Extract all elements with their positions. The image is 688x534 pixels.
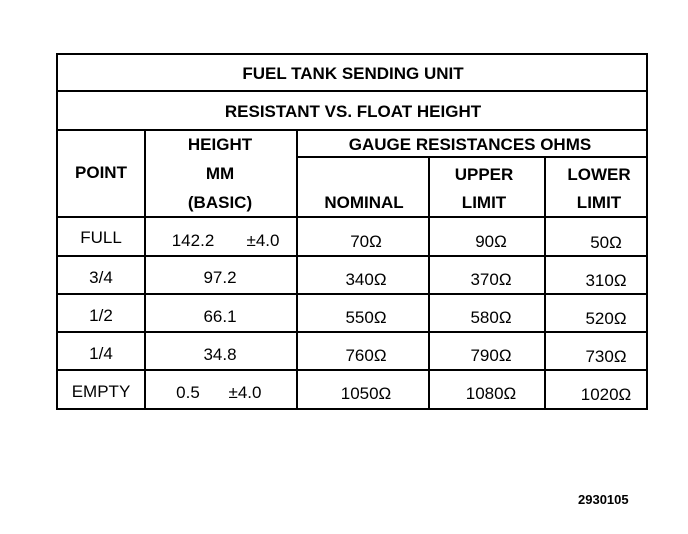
row-full-point: FULL <box>80 228 122 247</box>
row-1-4-point: 1/4 <box>89 344 113 363</box>
rule-row-4 <box>58 369 646 371</box>
row-1-2-upper: 580Ω <box>470 308 512 327</box>
col-rule-height <box>296 129 298 408</box>
row-empty-point: EMPTY <box>71 382 131 401</box>
header-point: POINT <box>75 163 127 182</box>
figure-code: 2930105 <box>578 492 629 507</box>
rule-row-1 <box>58 255 646 257</box>
header-lower-line2: LIMIT <box>576 193 622 212</box>
row-full-nominal: 70Ω <box>350 232 382 251</box>
rule-row-2 <box>58 293 646 295</box>
rule-row-3 <box>58 331 646 333</box>
col-rule-point <box>144 129 146 408</box>
row-1-4-upper: 790Ω <box>470 346 512 365</box>
row-3-4-lower: 310Ω <box>585 271 627 290</box>
header-upper-line1: UPPER <box>454 165 514 184</box>
row-empty-height: 0.5 <box>176 383 200 402</box>
fuel-sending-unit-table <box>56 53 648 410</box>
row-full-upper: 90Ω <box>475 232 507 251</box>
header-upper-line2: LIMIT <box>461 193 507 212</box>
rule-below-gauge-header <box>298 156 646 158</box>
header-height-line1: HEIGHT <box>187 135 253 154</box>
row-empty-tolerance: ±4.0 <box>228 383 262 402</box>
row-empty-lower: 1020Ω <box>580 385 632 404</box>
row-3-4-height: 97.2 <box>203 268 237 287</box>
rule-below-subtitle <box>58 129 646 131</box>
row-1-2-point: 1/2 <box>89 306 113 325</box>
header-height-line2: MM <box>205 164 235 183</box>
header-nominal: NOMINAL <box>324 193 404 212</box>
rule-below-column-headers <box>58 216 646 218</box>
row-1-4-lower: 730Ω <box>585 347 627 366</box>
row-1-4-height: 34.8 <box>203 345 237 364</box>
row-1-2-nominal: 550Ω <box>345 308 387 327</box>
row-3-4-point: 3/4 <box>89 268 113 287</box>
col-rule-nominal <box>428 156 430 408</box>
header-lower-line1: LOWER <box>567 165 631 184</box>
row-empty-upper: 1080Ω <box>465 384 517 403</box>
col-rule-upper <box>544 156 546 408</box>
row-empty-nominal: 1050Ω <box>340 384 392 403</box>
table-title: FUEL TANK SENDING UNIT <box>242 64 464 83</box>
header-height-line3: (BASIC) <box>187 193 253 212</box>
row-3-4-upper: 370Ω <box>470 270 512 289</box>
row-1-2-lower: 520Ω <box>585 309 627 328</box>
row-full-lower: 50Ω <box>590 233 622 252</box>
row-3-4-nominal: 340Ω <box>345 270 387 289</box>
rule-below-title <box>58 90 646 92</box>
table-subtitle: RESISTANT VS. FLOAT HEIGHT <box>224 102 482 121</box>
row-full-tolerance: ±4.0 <box>246 231 280 250</box>
row-1-4-nominal: 760Ω <box>345 346 387 365</box>
header-gauge-resistances: GAUGE RESISTANCES OHMS <box>348 135 592 154</box>
row-1-2-height: 66.1 <box>203 307 237 326</box>
row-full-height: 142.2 <box>171 231 215 250</box>
